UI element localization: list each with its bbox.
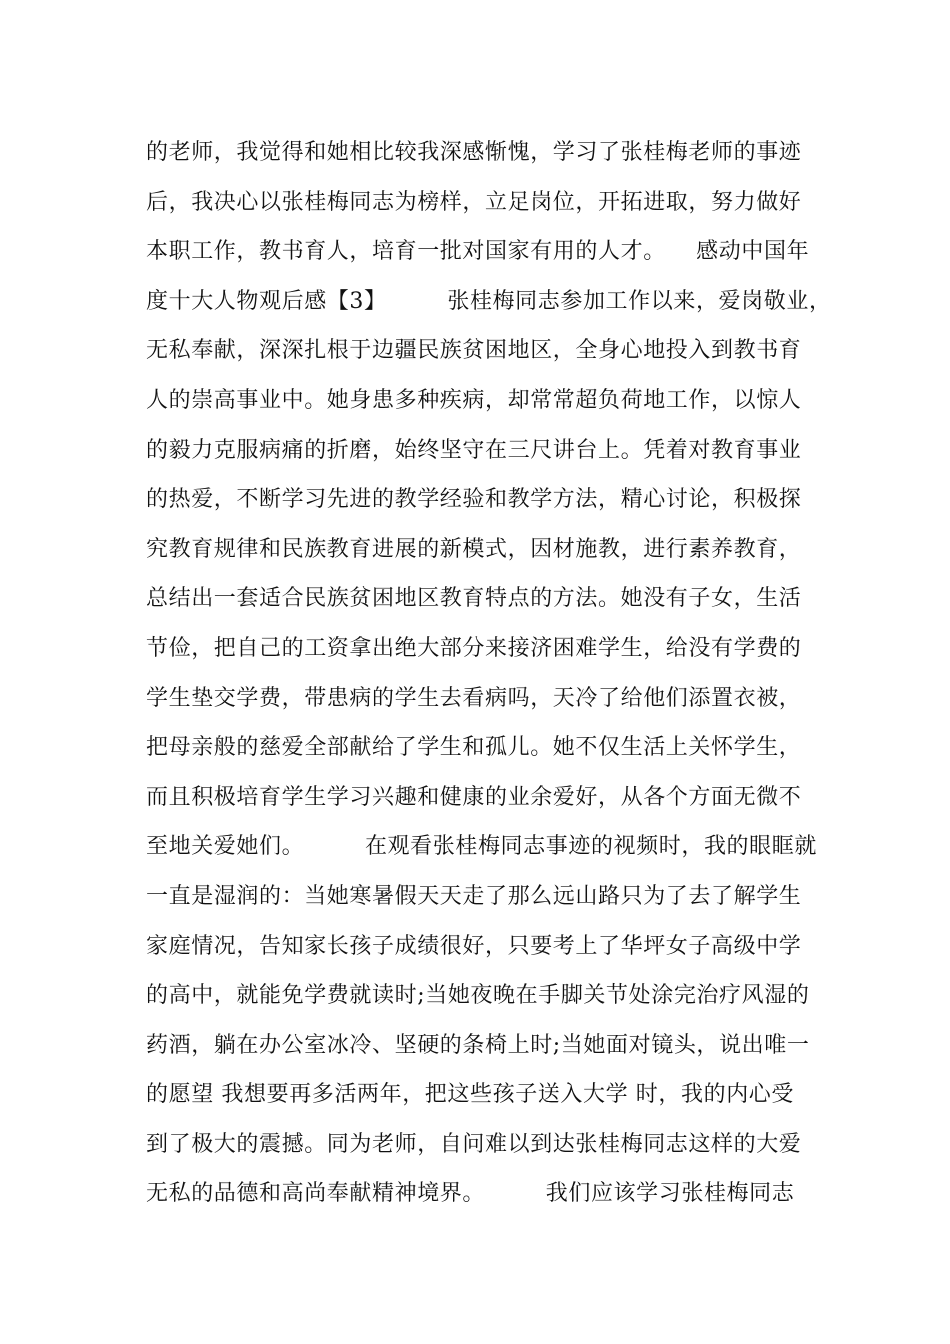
text-line: 一直是湿润的：当她寒暑假天天走了那么远山路只为了去了解学生	[146, 883, 802, 909]
text-line: 学生垫交学费，带患病的学生去看病吗，天冷了给他们添置衣被，	[146, 685, 802, 711]
text-line: 的愿望 我想要再多活两年，把这些孩子送入大学 时，我的内心受	[146, 1082, 794, 1108]
text-line: 的毅力克服病痛的折磨，始终坚守在三尺讲台上。凭着对教育事业	[146, 437, 802, 463]
text-line: 后，我决心以张桂梅同志为榜样，立足岗位，开拓进取，努力做好	[146, 189, 802, 215]
text-line: 的高中，就能免学费就读时;当她夜晚在手脚关节处涂完治疗风湿的	[146, 983, 810, 1009]
text-line: 无私的品德和高尚奉献精神境界。 我们应该学习张桂梅同志	[146, 1181, 795, 1207]
text-line: 人的崇高事业中。她身患多种疾病，却常常超负荷地工作，以惊人	[146, 387, 802, 413]
text-line: 而且积极培育学生学习兴趣和健康的业余爱好，从各个方面无微不	[146, 784, 802, 810]
text-line: 节俭，把自己的工资拿出绝大部分来接济困难学生，给没有学费的	[146, 635, 802, 661]
text-line: 本职工作，教书育人，培育一批对国家有用的人才。 感动中国年	[146, 239, 810, 265]
text-line: 把母亲般的慈爱全部献给了学生和孤儿。她不仅生活上关怀学生，	[146, 735, 802, 761]
text-line: 度十大人物观后感【3】 张桂梅同志参加工作以来，爱岗敬业，	[146, 288, 832, 314]
text-line: 至地关爱她们。 在观看张桂梅同志事迹的视频时，我的眼眶就	[146, 834, 817, 860]
text-line: 的老师，我觉得和她相比较我深感惭愧，学习了张桂梅老师的事迹	[146, 140, 802, 165]
body-text	[146, 128, 846, 1219]
text-line: 究教育规律和民族教育进展的新模式，因材施教，进行素养教育，	[146, 536, 802, 562]
text-line: 到了极大的震撼。同为老师，自问难以到达张桂梅同志这样的大爱	[146, 1131, 802, 1157]
text-line: 药酒，躺在办公室冰冷、坚硬的条椅上时;当她面对镜头，说出唯一	[146, 1032, 810, 1058]
text-line: 总结出一套适合民族贫困地区教育特点的方法。她没有子女，生活	[146, 586, 802, 612]
text-line: 家庭情况，告知家长孩子成绩很好，只要考上了华坪女子高级中学	[146, 933, 802, 959]
text-line: 的热爱，不断学习先进的教学经验和教学方法，精心讨论，积极探	[146, 487, 802, 513]
text-line: 无私奉献，深深扎根于边疆民族贫困地区，全身心地投入到教书育	[146, 338, 802, 364]
